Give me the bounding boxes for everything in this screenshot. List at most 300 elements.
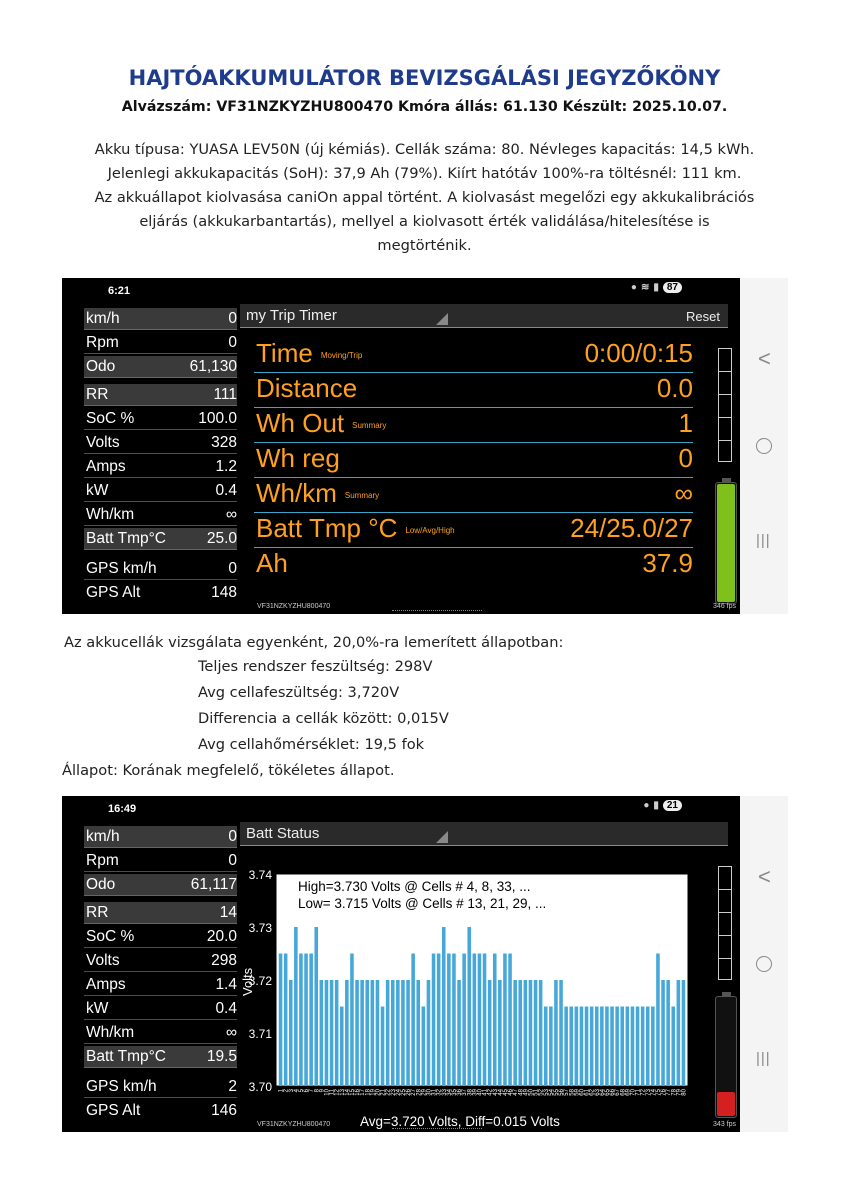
- x-tick-label: 67: [615, 1089, 622, 1096]
- page-indicator: [392, 1127, 482, 1129]
- intro-paragraph: [40, 138, 809, 258]
- gauge-row[interactable]: [84, 332, 237, 354]
- cell-voltage-bar: [671, 1007, 675, 1087]
- x-tick-label: 61: [584, 1089, 591, 1096]
- cell-voltage-bar: [641, 1007, 645, 1087]
- cell-voltage-bar: [651, 1007, 655, 1087]
- cell-voltage-bar: [314, 927, 318, 1086]
- gauge-value: 0.4: [215, 1000, 237, 1017]
- gauge-row[interactable]: [84, 1100, 237, 1122]
- x-tick-label: 76: [661, 1089, 668, 1096]
- cell-voltage-chart: [240, 846, 718, 1132]
- x-tick-label: 18: [365, 1089, 372, 1096]
- x-tick-label: 22: [385, 1089, 392, 1096]
- signal-icon: ▮: [653, 800, 659, 811]
- x-tick-label: 74: [650, 1089, 657, 1096]
- x-tick-label: 10: [324, 1089, 331, 1096]
- gauge-row[interactable]: [84, 408, 237, 430]
- x-tick-label: 35: [451, 1089, 458, 1096]
- document-subtitle: Alvázszám: VF31NZKYZHU800470 Kmóra állás: 61.130 Készült: 2025.10.07.: [121, 99, 728, 115]
- cell-voltage-bar: [325, 980, 329, 1086]
- android-nav-bar: [740, 278, 788, 614]
- cell-voltage-bar: [442, 927, 446, 1086]
- y-tick-label: 3.71: [248, 1027, 272, 1041]
- cell-voltage-bar: [524, 980, 528, 1086]
- cell-voltage-bar: [452, 954, 456, 1087]
- x-tick-label: 32: [436, 1089, 443, 1096]
- cell-voltage-bar: [620, 1007, 624, 1087]
- x-tick-label: 49: [523, 1089, 530, 1096]
- x-tick-label: 51: [533, 1089, 540, 1096]
- gauge-value: ∞: [225, 506, 237, 523]
- cell-voltage-bar: [391, 980, 395, 1086]
- cell-voltage-bar: [340, 1007, 344, 1087]
- x-tick-label: 50: [528, 1089, 535, 1096]
- metric-label: [256, 373, 357, 404]
- cell-voltage-bar: [416, 980, 420, 1086]
- cell-voltage-bar: [396, 980, 400, 1086]
- x-tick-label: 64: [599, 1089, 606, 1096]
- x-tick-label: 53: [543, 1089, 550, 1096]
- x-tick-label: 38: [467, 1089, 474, 1096]
- x-tick-label: 26: [406, 1089, 413, 1096]
- segment-bar-gauge: [718, 348, 732, 462]
- gauge-label: kW: [86, 482, 109, 499]
- battery-badge: 87: [663, 282, 682, 293]
- gauge-row[interactable]: [84, 582, 237, 604]
- gauge-label: km/h: [86, 310, 120, 327]
- x-tick-label: 43: [492, 1089, 499, 1096]
- x-tick-label: 42: [487, 1089, 494, 1096]
- metric-sublabel: Summary: [344, 490, 380, 500]
- x-tick-label: 40: [477, 1089, 484, 1096]
- back-icon[interactable]: <: [758, 346, 771, 371]
- gauge-value: 0: [228, 852, 237, 869]
- cell-voltage-bar: [473, 954, 477, 1087]
- cell-voltage-bar: [432, 954, 436, 1087]
- x-tick-label: 72: [640, 1089, 647, 1096]
- metric-sublabel: Low/Avg/High: [405, 525, 455, 535]
- metric-value: ∞: [674, 478, 693, 508]
- cells-line: Avg cellafeszültség: 3,720V: [198, 684, 400, 701]
- cell-voltage-bar: [447, 954, 451, 1087]
- battery-gauge-icon: [715, 996, 737, 1118]
- gauge-value: 1.2: [215, 458, 237, 475]
- gauge-value: 146: [211, 1102, 237, 1119]
- gauge-value: 0: [228, 310, 237, 327]
- x-tick-label: 28: [416, 1089, 423, 1096]
- gauge-row[interactable]: [84, 504, 237, 526]
- gauge-row[interactable]: [84, 432, 237, 454]
- x-tick-label: 69: [625, 1089, 632, 1096]
- x-tick-label: 48: [518, 1089, 525, 1096]
- cell-voltage-bar: [478, 954, 482, 1087]
- y-tick-label: 3.74: [248, 868, 272, 882]
- gauge-label: Wh/km: [86, 1024, 135, 1041]
- metric-label: [256, 478, 379, 509]
- gauge-label: Volts: [86, 952, 120, 969]
- gauge-row[interactable]: [84, 308, 237, 330]
- gauge-row[interactable]: [84, 356, 237, 378]
- gauge-label: SoC %: [86, 928, 135, 945]
- cell-voltage-bar: [411, 954, 415, 1087]
- gauge-value: 148: [211, 584, 237, 601]
- status-time: 16:49: [108, 803, 137, 815]
- cell-voltage-bar: [559, 980, 563, 1086]
- gauge-value: 25.0: [206, 530, 237, 547]
- metric-value: 37.9: [642, 548, 693, 578]
- x-tick-label: 77: [666, 1089, 673, 1096]
- x-tick-label: 9: [319, 1089, 326, 1093]
- metric-row: [240, 338, 695, 373]
- cell-voltage-bar: [636, 1007, 640, 1087]
- cell-voltage-bar: [575, 1007, 579, 1087]
- intro-line: Akku típusa: YUASA LEV50N (új kémiás). Cellák száma: 80. Névleges kapacitás: 14,5 kWh.: [94, 141, 755, 158]
- cell-voltage-bar: [355, 980, 359, 1086]
- status-icons: [631, 282, 682, 293]
- metric-label: [256, 443, 340, 474]
- gauge-label: RR: [86, 386, 109, 403]
- x-tick-label: 27: [411, 1089, 418, 1096]
- intro-line: Az akkuállapot kiolvasása caniOn appal történt. A kiolvasást megelőzi egy akkukalibrációs: [94, 189, 755, 206]
- location-icon: ●: [643, 800, 650, 811]
- cell-voltage-bar: [580, 1007, 584, 1087]
- recents-icon[interactable]: |||: [756, 532, 771, 549]
- metric-value: 0: [678, 443, 693, 473]
- gauge-value: 328: [211, 434, 237, 451]
- cell-voltage-bar: [646, 1007, 650, 1087]
- cells-line: Teljes rendszer feszültség: 298V: [198, 658, 433, 675]
- x-tick-label: 36: [457, 1089, 464, 1096]
- cell-voltage-bar: [534, 980, 538, 1086]
- home-icon[interactable]: [756, 956, 772, 972]
- gauge-row[interactable]: [84, 926, 237, 948]
- gauge-label: kW: [86, 1000, 109, 1017]
- cell-voltage-bar: [381, 1007, 385, 1087]
- x-tick-label: 57: [564, 1089, 571, 1096]
- status-icons: [643, 800, 682, 811]
- x-tick-label: 41: [482, 1089, 489, 1096]
- cell-voltage-bar: [467, 927, 471, 1086]
- gauge-row[interactable]: [84, 850, 237, 872]
- x-tick-label: 24: [395, 1089, 402, 1096]
- status-time: 6:21: [108, 285, 131, 297]
- batt-status-screenshot: [62, 796, 788, 1132]
- panel-title-bar[interactable]: [240, 822, 728, 846]
- x-tick-label: 68: [620, 1089, 627, 1096]
- cell-voltage-bar: [493, 954, 497, 1087]
- metric-value: 0.0: [656, 373, 693, 403]
- high-annotation: High=3.730 Volts @ Cells # 4, 8, 33, ...: [298, 879, 531, 894]
- gauge-row[interactable]: [84, 456, 237, 478]
- cell-voltage-bar: [539, 980, 543, 1086]
- x-tick-label: 45: [502, 1089, 509, 1096]
- metric-label-text: Distance: [256, 373, 358, 403]
- cell-voltage-bar: [600, 1007, 604, 1087]
- gauge-value: 1.4: [215, 976, 237, 993]
- low-annotation: Low= 3.715 Volts @ Cells # 13, 21, 29, ...: [298, 896, 547, 911]
- cell-voltage-bar: [503, 954, 507, 1087]
- cell-voltage-bar: [656, 954, 660, 1087]
- cell-voltage-bar: [585, 1007, 589, 1087]
- gauge-value: 61,130: [189, 358, 237, 375]
- recents-icon[interactable]: |||: [756, 1050, 771, 1067]
- gauge-row[interactable]: [84, 1022, 237, 1044]
- vin-label: VF31NZKYZHU800470: [257, 1121, 331, 1128]
- gauge-label: Batt Tmp°C: [86, 530, 166, 547]
- cell-voltage-bar: [605, 1007, 609, 1087]
- metric-label: [256, 408, 386, 439]
- x-tick-label: 7: [309, 1089, 316, 1093]
- cell-voltage-bar: [631, 1007, 635, 1087]
- gauge-label: Odo: [86, 358, 116, 375]
- cell-voltage-bar: [590, 1007, 594, 1087]
- metric-row: [240, 513, 695, 548]
- gauge-value: 20.0: [206, 928, 237, 945]
- gauge-value: 100.0: [198, 410, 237, 427]
- metric-label-text: Wh/km: [256, 478, 337, 508]
- x-tick-label: 33: [441, 1089, 448, 1096]
- cell-voltage-bar: [299, 954, 303, 1087]
- panel-title: my Trip Timer: [246, 307, 337, 324]
- segment-bar-gauge: [718, 866, 732, 980]
- cell-voltage-bar: [304, 954, 308, 1087]
- gauge-row[interactable]: [84, 384, 237, 406]
- gauge-label: GPS km/h: [86, 1078, 157, 1095]
- cell-voltage-bar: [437, 954, 441, 1087]
- x-tick-label: 55: [553, 1089, 560, 1096]
- gauge-row[interactable]: [84, 528, 237, 550]
- cell-voltage-bar: [554, 980, 558, 1086]
- x-tick-label: 54: [548, 1089, 555, 1096]
- x-tick-label: 19: [370, 1089, 377, 1096]
- reset-button[interactable]: Reset: [686, 309, 720, 324]
- x-tick-label: 25: [400, 1089, 407, 1096]
- x-tick-label: 47: [513, 1089, 520, 1096]
- gauge-value: 0: [228, 334, 237, 351]
- battery-badge: 21: [663, 800, 682, 811]
- gauge-value: 19.5: [206, 1048, 237, 1065]
- y-tick-label: 3.70: [248, 1080, 272, 1094]
- x-tick-label: 8: [314, 1089, 321, 1093]
- cell-voltage-bar: [376, 980, 380, 1086]
- cell-voltage-bar: [422, 1007, 426, 1087]
- x-tick-label: 59: [574, 1089, 581, 1096]
- metric-value: 1: [678, 408, 693, 438]
- page-indicator: [392, 609, 482, 611]
- x-tick-label: 11: [329, 1089, 336, 1096]
- fps-label: 346 fps: [713, 603, 736, 610]
- cell-voltage-bar: [595, 1007, 599, 1087]
- gauge-value: 0: [228, 560, 237, 577]
- gauge-row[interactable]: [84, 1046, 237, 1068]
- cell-voltage-bar: [483, 954, 487, 1087]
- x-tick-label: 2: [283, 1089, 290, 1093]
- metric-row: [240, 443, 695, 478]
- metric-row: [240, 478, 695, 513]
- x-tick-label: 13: [339, 1089, 346, 1096]
- x-tick-label: 58: [569, 1089, 576, 1096]
- x-tick-label: 70: [630, 1089, 637, 1096]
- fps-label: 343 fps: [713, 1121, 736, 1128]
- status-summary: Állapot: Korának megfelelő, tökéletes állapot.: [62, 762, 395, 779]
- x-tick-label: 16: [355, 1089, 362, 1096]
- x-tick-label: 5: [298, 1089, 305, 1093]
- avg-annotation: Avg=3.720 Volts, Diff=0.015 Volts: [360, 1114, 560, 1129]
- gauge-row[interactable]: [84, 480, 237, 502]
- x-tick-label: 12: [334, 1089, 341, 1096]
- x-tick-label: 44: [497, 1089, 504, 1096]
- cell-voltage-bar: [549, 1007, 553, 1087]
- x-tick-label: 29: [421, 1089, 428, 1096]
- metric-row: [240, 373, 695, 408]
- intro-line: eljárás (akkukarbantartás), mellyel a kiolvasott érték validálása/hitelesítése is: [139, 213, 710, 230]
- gauge-label: GPS Alt: [86, 584, 141, 601]
- x-tick-label: 17: [360, 1089, 367, 1096]
- cells-heading: Az akkucellák vizsgálata egyenként, 20,0%-ra lemerített állapotban:: [64, 634, 564, 651]
- cell-voltage-bar: [682, 980, 686, 1086]
- gauge-value: 14: [219, 904, 237, 921]
- x-tick-label: 80: [681, 1089, 688, 1096]
- cell-voltage-bar: [615, 1007, 619, 1087]
- cell-voltage-bar: [386, 980, 390, 1086]
- gauge-value: 0.4: [215, 482, 237, 499]
- dropdown-triangle-icon[interactable]: [436, 831, 448, 843]
- metric-value: 0:00/0:15: [584, 338, 693, 368]
- cell-voltage-chart-svg: [240, 846, 718, 1132]
- cell-voltage-bar: [371, 980, 375, 1086]
- document-title: HAJTÓAKKUMULÁTOR BEVIZSGÁLÁSI JEGYZŐKÖNY: [128, 66, 721, 90]
- status-bar: [62, 796, 738, 822]
- x-tick-label: 23: [390, 1089, 397, 1096]
- y-tick-label: 3.72: [248, 974, 272, 988]
- cells-line: Avg cellahőmérséklet: 19,5 fok: [198, 736, 425, 753]
- x-tick-label: 34: [446, 1089, 453, 1096]
- gauge-label: SoC %: [86, 410, 135, 427]
- x-tick-label: 60: [579, 1089, 586, 1096]
- x-tick-label: 20: [375, 1089, 382, 1096]
- cell-voltage-bar: [330, 980, 334, 1086]
- gauge-label: Rpm: [86, 334, 119, 351]
- x-tick-label: 63: [594, 1089, 601, 1096]
- x-tick-label: 52: [538, 1089, 545, 1096]
- intro-line: Jelenlegi akkukapacitás (SoH): 37,9 Ah (79%). Kiírt hatótáv 100%-ra töltésnél: 111 km.: [107, 165, 742, 182]
- x-tick-label: 30: [426, 1089, 433, 1096]
- cell-voltage-bar: [544, 1007, 548, 1087]
- back-icon[interactable]: <: [758, 864, 771, 889]
- cell-voltage-bar: [320, 980, 324, 1086]
- gauge-label: Amps: [86, 976, 126, 993]
- left-gauge-panel: [84, 822, 237, 1132]
- gauge-label: Odo: [86, 876, 116, 893]
- x-tick-label: 62: [589, 1089, 596, 1096]
- x-tick-label: 73: [645, 1089, 652, 1096]
- gauge-row[interactable]: [84, 998, 237, 1020]
- cell-voltage-bar: [626, 1007, 630, 1087]
- location-icon: ●: [630, 282, 637, 293]
- x-tick-label: 66: [610, 1089, 617, 1096]
- home-icon[interactable]: [756, 438, 772, 454]
- x-tick-label: 78: [671, 1089, 678, 1096]
- cell-voltage-bar: [457, 980, 461, 1086]
- status-bar: [62, 278, 738, 304]
- cell-voltage-bar: [462, 954, 466, 1087]
- metric-label-text: Batt Tmp °C: [256, 513, 398, 543]
- gauge-row[interactable]: [84, 874, 237, 896]
- gauge-label: km/h: [86, 828, 120, 845]
- cell-voltage-bar: [401, 980, 405, 1086]
- android-nav-bar: [740, 796, 788, 1132]
- cell-voltage-bar: [666, 980, 670, 1086]
- panel-title-bar[interactable]: [240, 304, 728, 328]
- metric-label: [256, 548, 288, 579]
- gauge-label: Rpm: [86, 852, 119, 869]
- metric-row: [240, 548, 695, 583]
- cells-line: Differencia a cellák között: 0,015V: [198, 710, 449, 727]
- gauge-row[interactable]: [84, 974, 237, 996]
- x-tick-label: 39: [472, 1089, 479, 1096]
- cell-voltage-bar: [335, 980, 339, 1086]
- gauge-label: GPS Alt: [86, 1102, 141, 1119]
- metric-row: [240, 408, 695, 443]
- cell-voltage-bar: [564, 1007, 568, 1087]
- x-tick-label: 31: [431, 1089, 438, 1096]
- x-tick-label: 4: [293, 1089, 300, 1093]
- metric-value: 24/25.0/27: [570, 513, 693, 543]
- trip-timer-screenshot: [62, 278, 788, 614]
- x-tick-label: 37: [462, 1089, 469, 1096]
- cell-voltage-bar: [488, 980, 492, 1086]
- metric-sublabel: Moving/Trip: [320, 350, 363, 360]
- cell-voltage-bar: [661, 980, 665, 1086]
- cell-voltage-bar: [345, 980, 349, 1086]
- gauge-label: Wh/km: [86, 506, 135, 523]
- cell-voltage-bar: [284, 954, 288, 1087]
- metric-label-text: Wh reg: [256, 443, 340, 473]
- gauge-value: 2: [228, 1078, 237, 1095]
- cell-voltage-bar: [427, 980, 431, 1086]
- dropdown-triangle-icon[interactable]: [436, 313, 448, 325]
- gauge-value: 298: [211, 952, 237, 969]
- x-tick-label: 75: [655, 1089, 662, 1096]
- metric-label: [256, 338, 362, 369]
- cell-voltage-bar: [365, 980, 369, 1086]
- gauge-row[interactable]: [84, 558, 237, 580]
- gauge-row[interactable]: [84, 1076, 237, 1098]
- gauge-value: 111: [213, 386, 237, 403]
- left-gauge-panel: [84, 304, 237, 614]
- y-axis-label: Volts: [240, 967, 255, 996]
- vin-label: VF31NZKYZHU800470: [257, 603, 331, 610]
- cell-voltage-bar: [309, 954, 313, 1087]
- cell-voltage-bar: [518, 980, 522, 1086]
- gauge-value: ∞: [225, 1024, 237, 1041]
- cell-voltage-bar: [289, 980, 293, 1086]
- gauge-row[interactable]: [84, 826, 237, 848]
- cell-voltage-bar: [508, 954, 512, 1087]
- cell-voltage-bar: [529, 980, 533, 1086]
- gauge-row[interactable]: [84, 902, 237, 924]
- x-tick-label: 14: [344, 1089, 351, 1096]
- x-tick-label: 71: [635, 1089, 642, 1096]
- gauge-row[interactable]: [84, 950, 237, 972]
- cell-voltage-bar: [513, 980, 517, 1086]
- cell-voltage-bar: [350, 954, 354, 1087]
- panel-title: Batt Status: [246, 825, 320, 842]
- gauge-value: 61,117: [190, 876, 237, 893]
- battery-gauge-icon: [715, 482, 737, 604]
- metric-label-text: Time: [256, 338, 313, 368]
